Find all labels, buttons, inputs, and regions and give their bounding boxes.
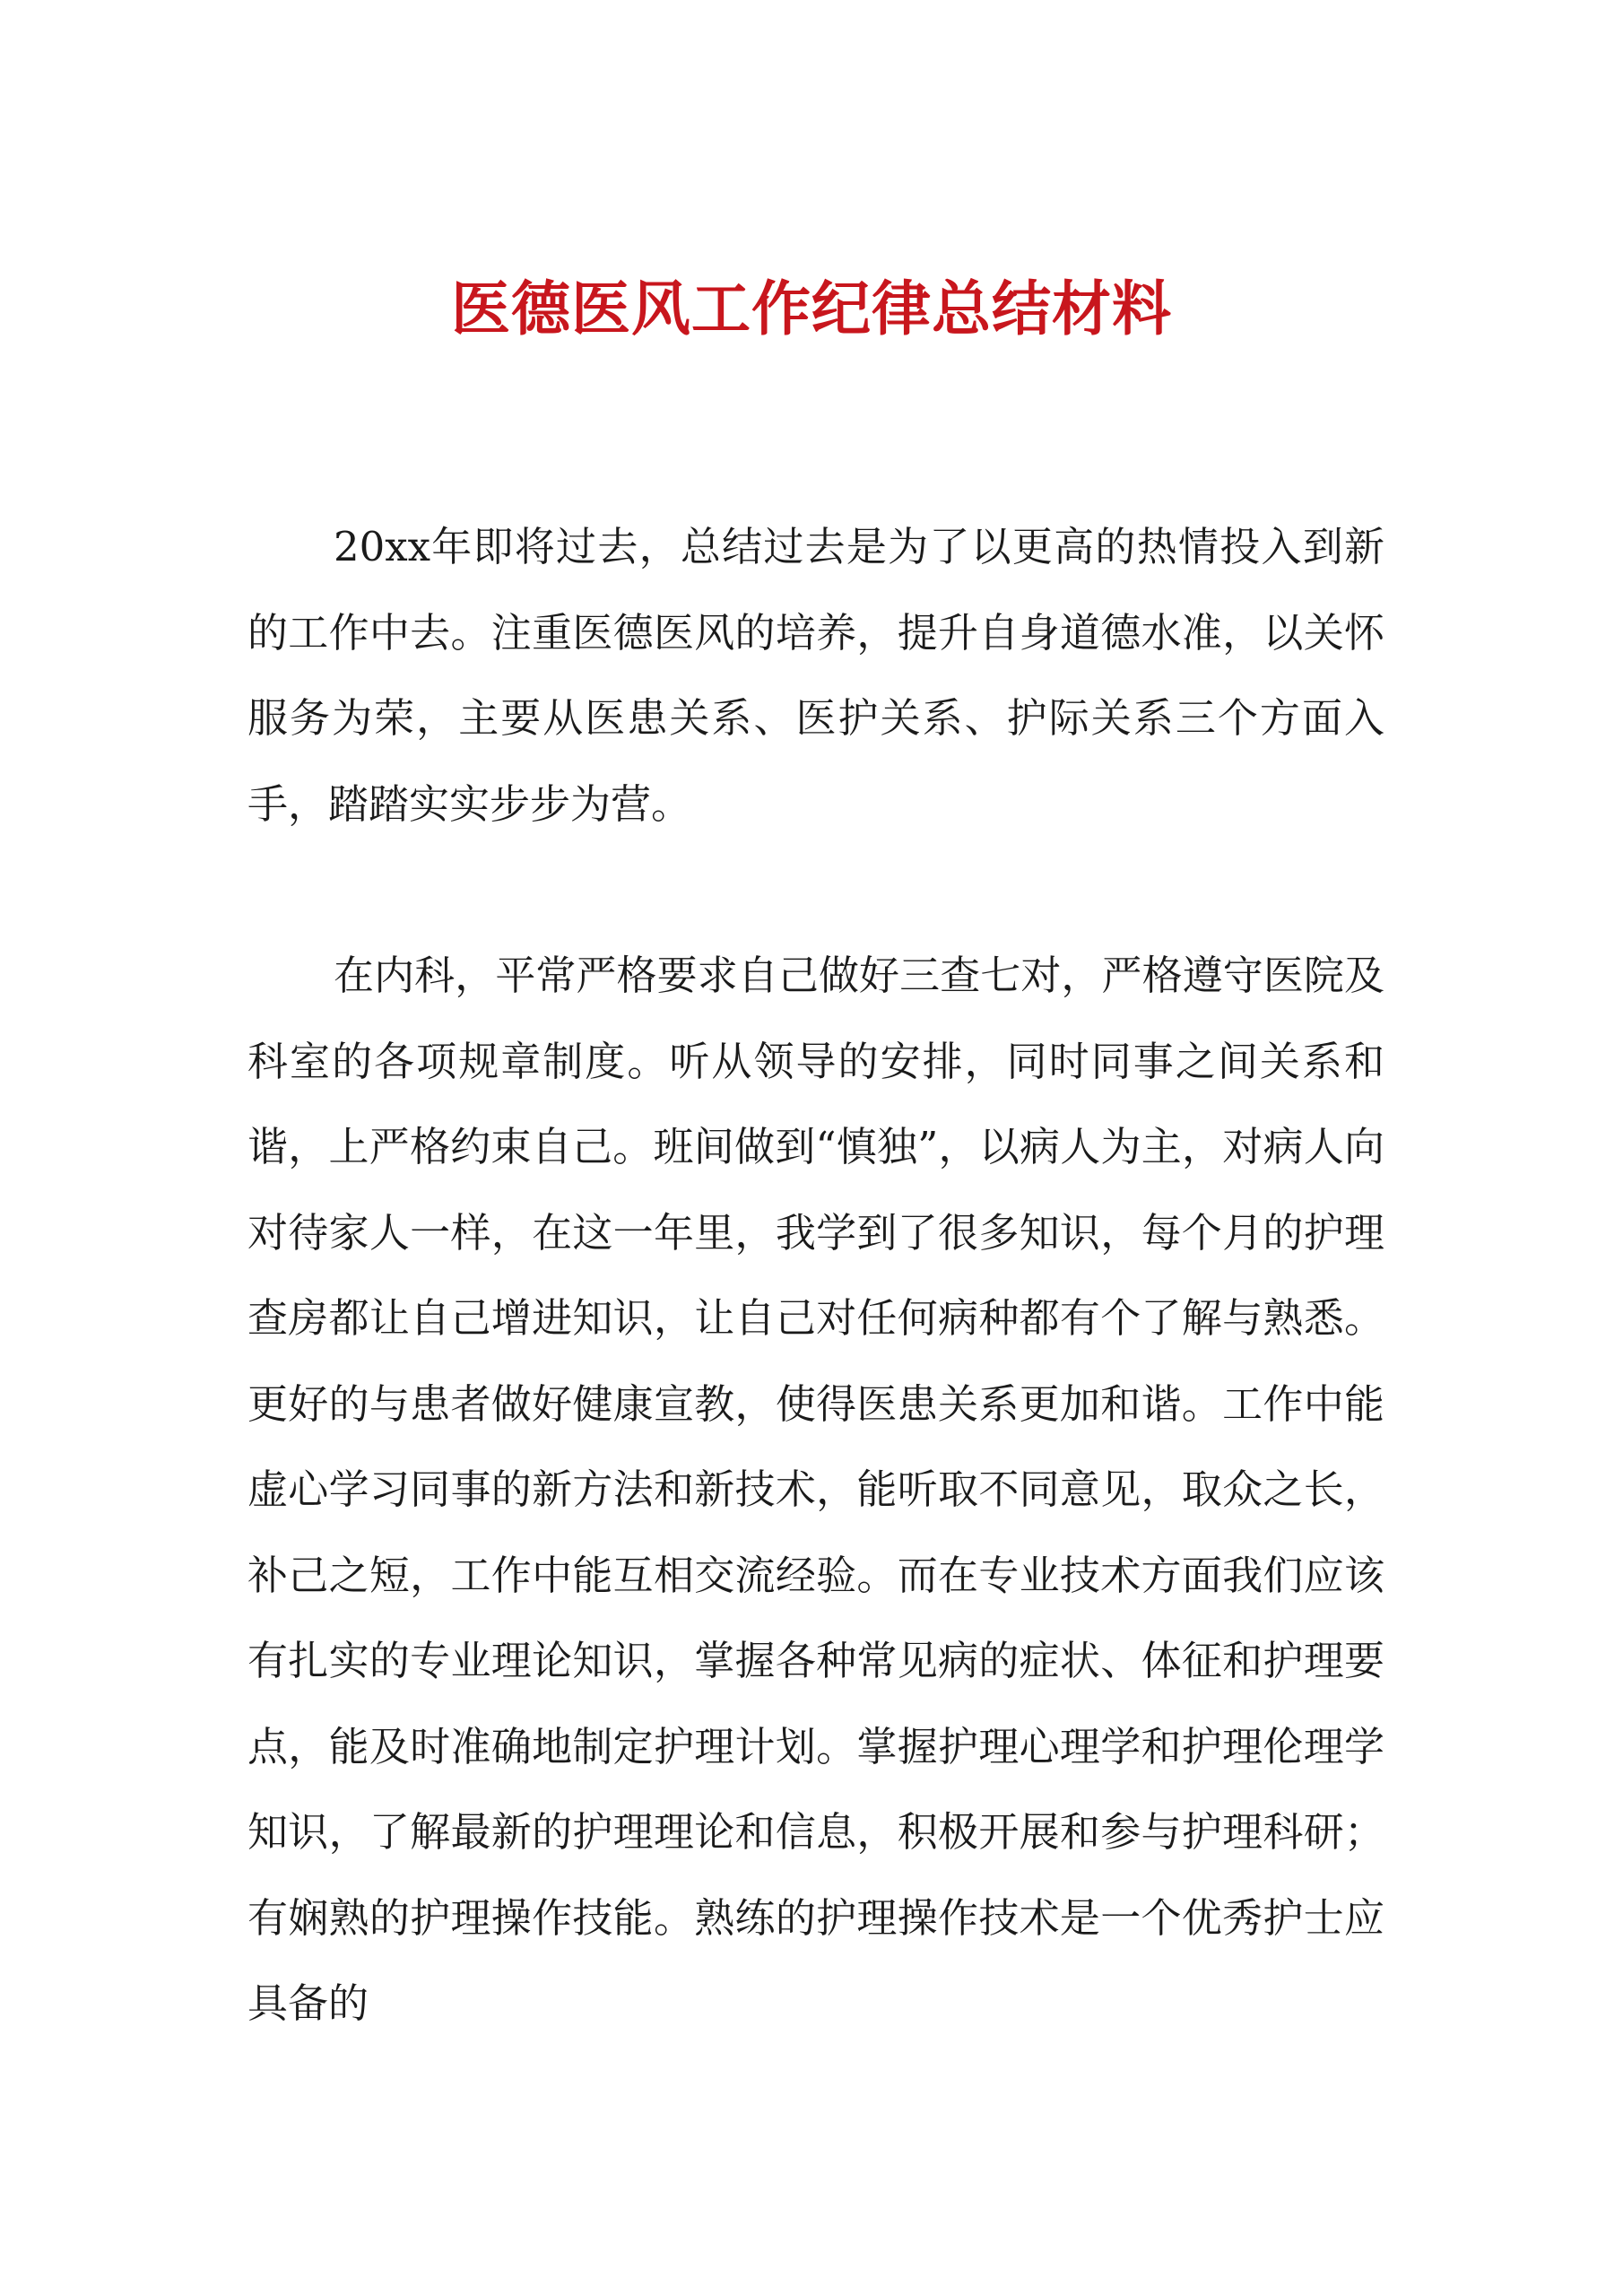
paragraph-1: 20xx年即将过去，总结过去是为了以更高的热情投入到新的工作中去。注重医德医风的培养，提升自身道德水准，以关怀服务为荣，主要从医患关系、医护关系、护际关系三个方面入手，踏踏实实步步为营。 xyxy=(247,523,1384,828)
document-title: 医德医风工作纪律总结材料 xyxy=(451,274,1172,344)
paragraph-2: 在内科，平常严格要求自己做好三查七对，严格遵守医院及科室的各项规章制度。听从领导的安排，同时同事之间关系和谐，上严格约束自己。班间做到“慎独”，以病人为主，对病人向对待家人一样，在这一年里，我学到了很多知识，每个月的护理查房都让自己增进知识，让自己对任何病种都有个了解与熟悉。更好的与患者做好健康宣教，使得医患关系更加和谐。工作中能虚心学习同事的新方法和新技术，能听取不同意见，取众之长，补己之短，工作中能互相交流经验。而在专业技术方面我们应该有扎实的专业理论知识，掌握各种常见病的症状、体征和护理要点，能及时准确地制定护理计划。掌握护理心理学和护理伦理学知识，了解最新的护理理论和信息，积极开展和参与护理科研；有娴熟的护理操作技能。熟练的护理操作技术是一个优秀护士应具备的 xyxy=(247,952,1384,2027)
